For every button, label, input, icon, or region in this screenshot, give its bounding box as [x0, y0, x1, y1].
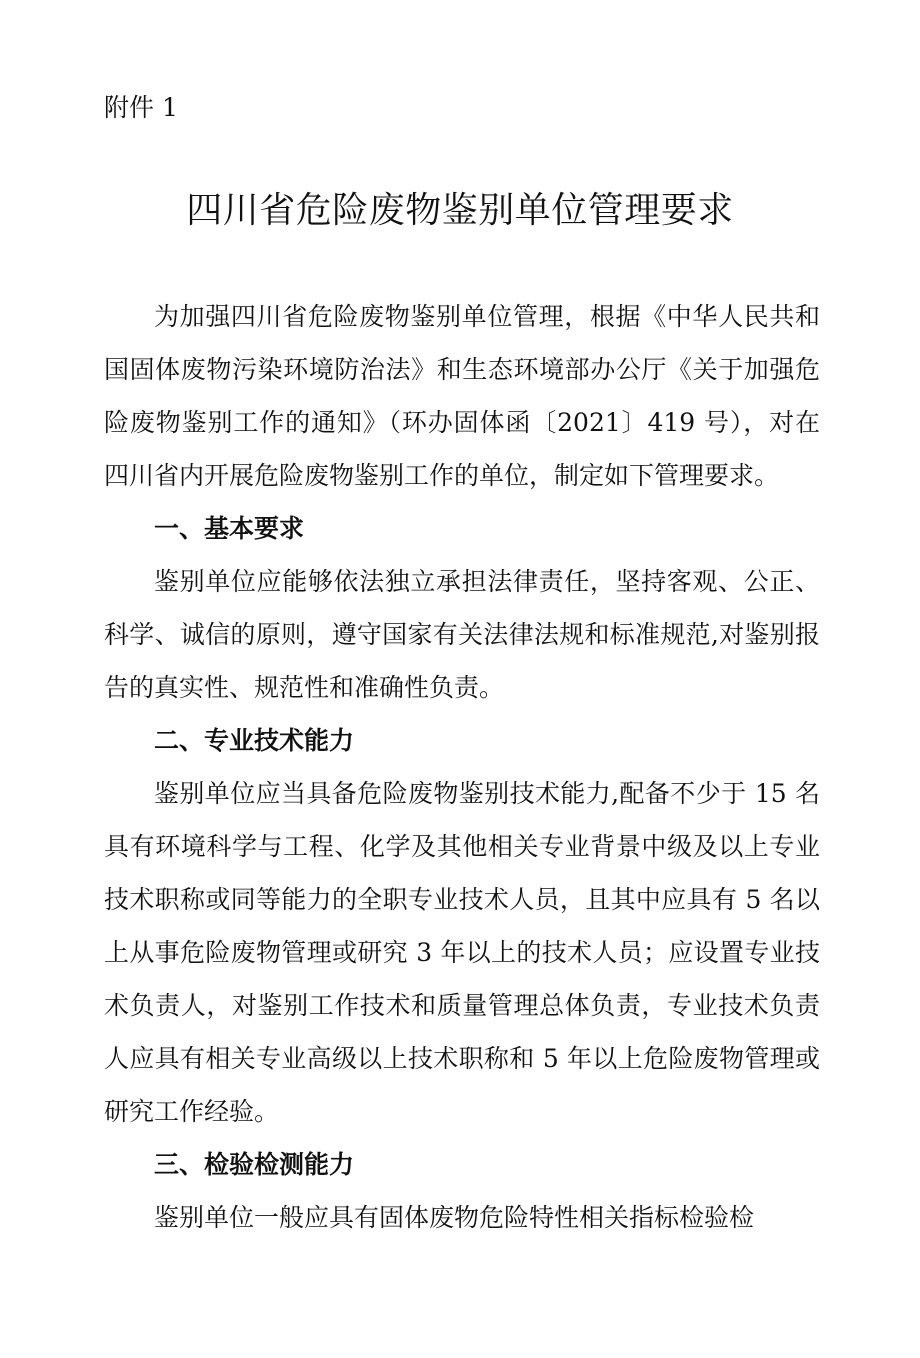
document-title: 四川省危险废物鉴别单位管理要求 — [186, 190, 734, 231]
section-heading-technical-capability: 二、专业技术能力 — [154, 726, 355, 755]
section-heading-testing-capability: 三、检验检测能力 — [154, 1150, 355, 1179]
attachment-label: 附件 1 — [104, 93, 178, 122]
document-body — [104, 290, 820, 1244]
intro-paragraph: 为加强四川省危险废物鉴别单位管理，根据《中华人民共和国固体废物污染环境防治法》和生态环境部办公厅《关于加强危险废物鉴别工作的通知》（环办固体函〔2021〕419 号），对在四川省内开展危险废物鉴别工作的单位，制定如下管理要求。 — [104, 302, 820, 490]
section-text-testing-capability: 鉴别单位一般应具有固体废物危险特性相关指标检验检 — [154, 1203, 755, 1232]
section-heading-basic-requirements: 一、基本要求 — [154, 514, 305, 543]
section-text-technical-capability: 鉴别单位应当具备危险废物鉴别技术能力,配备不少于 15 名具有环境科学与工程、化学及其他相关专业背景中级及以上专业技术职称或同等能力的全职专业技术人员，且其中应具有 5 名以上从事危险废物管理或研究 3 年以上的技术人员；应设置专业技术负责人，对鉴别工作技术和质量管理总体负责，专业技术负责人应具有相关专业高级以上技术职称和 5 年以上危险废物管理或研究工作经验。 — [104, 779, 820, 1126]
section-text-basic-requirements: 鉴别单位应能够依法独立承担法律责任，坚持客观、公正、科学、诚信的原则，遵守国家有关法律法规和标准规范,对鉴别报告的真实性、规范性和准确性负责。 — [104, 567, 820, 702]
